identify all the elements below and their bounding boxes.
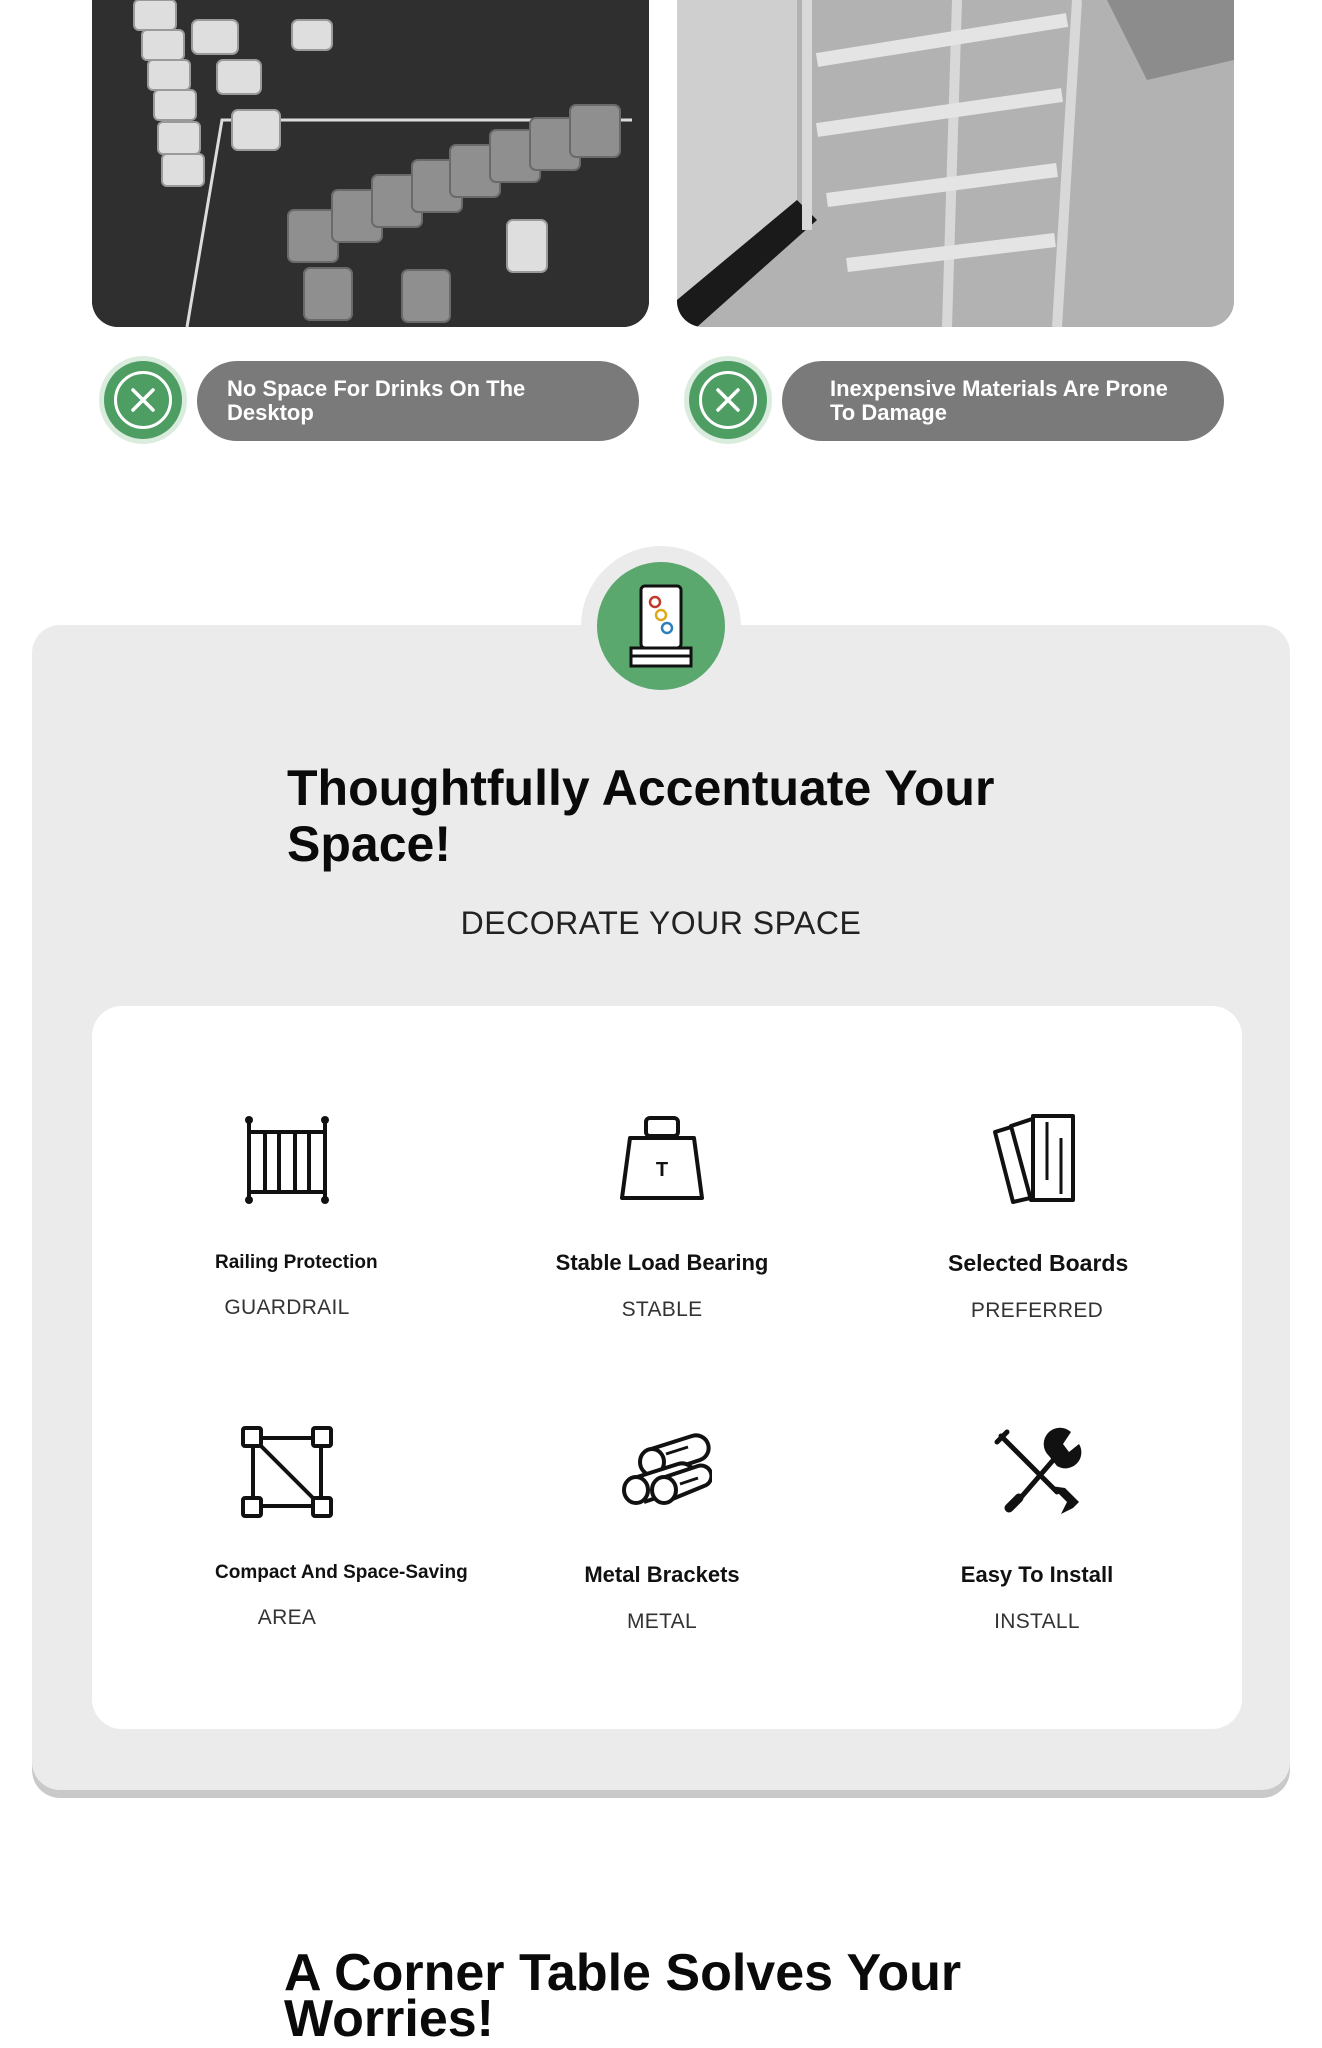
shelf-image [677, 0, 1234, 327]
pipes-icon [612, 1422, 712, 1522]
feature-railing [127, 1110, 447, 1320]
features-grid [92, 1006, 1242, 1729]
feature-sub: STABLE [621, 1298, 703, 1321]
tools-icon [987, 1422, 1087, 1522]
x-mark-icon [689, 361, 767, 439]
feature-boards [877, 1110, 1197, 1323]
feature-metal [502, 1422, 822, 1634]
feature-install [877, 1422, 1197, 1634]
feature-label: Stable Load Bearing [555, 1250, 769, 1275]
problem-label-1: No Space For Drinks On The Desktop [197, 361, 639, 441]
mahjong-table-photo [92, 0, 649, 327]
wooden-shelf-photo [677, 0, 1234, 327]
feature-sub: METAL [627, 1610, 697, 1633]
boards-icon [987, 1110, 1087, 1210]
section-title: Thoughtfully Accentuate Your Space! [287, 760, 995, 872]
mahjong-tiles-image [92, 0, 649, 327]
corner-table-title: A Corner Table Solves Your Worries! [284, 1944, 962, 2048]
feature-load-bearing [502, 1110, 822, 1322]
mahjong-tile-icon [597, 562, 725, 690]
railing-icon [237, 1110, 337, 1210]
svg-text:T: T [655, 1159, 669, 1181]
feature-label: Selected Boards [948, 1250, 1129, 1276]
feature-label: Metal Brackets [584, 1562, 740, 1587]
card-badge [581, 546, 741, 706]
feature-sub: GUARDRAIL [224, 1296, 350, 1319]
weight-icon [612, 1110, 712, 1210]
feature-label: Easy To Install [960, 1562, 1114, 1587]
feature-sub: INSTALL [994, 1610, 1080, 1633]
feature-sub: AREA [257, 1606, 317, 1629]
feature-label: Compact And Space-Saving [215, 1562, 468, 1583]
feature-sub: PREFERRED [970, 1299, 1104, 1322]
area-icon [237, 1422, 337, 1522]
x-mark-icon [104, 361, 182, 439]
problem-label-2: Inexpensive Materials Are Prone To Damage [782, 361, 1224, 441]
section-subtitle: DECORATE YOUR SPACE [460, 905, 862, 941]
feature-label: Railing Protection [215, 1252, 378, 1273]
feature-compact [127, 1422, 468, 1630]
